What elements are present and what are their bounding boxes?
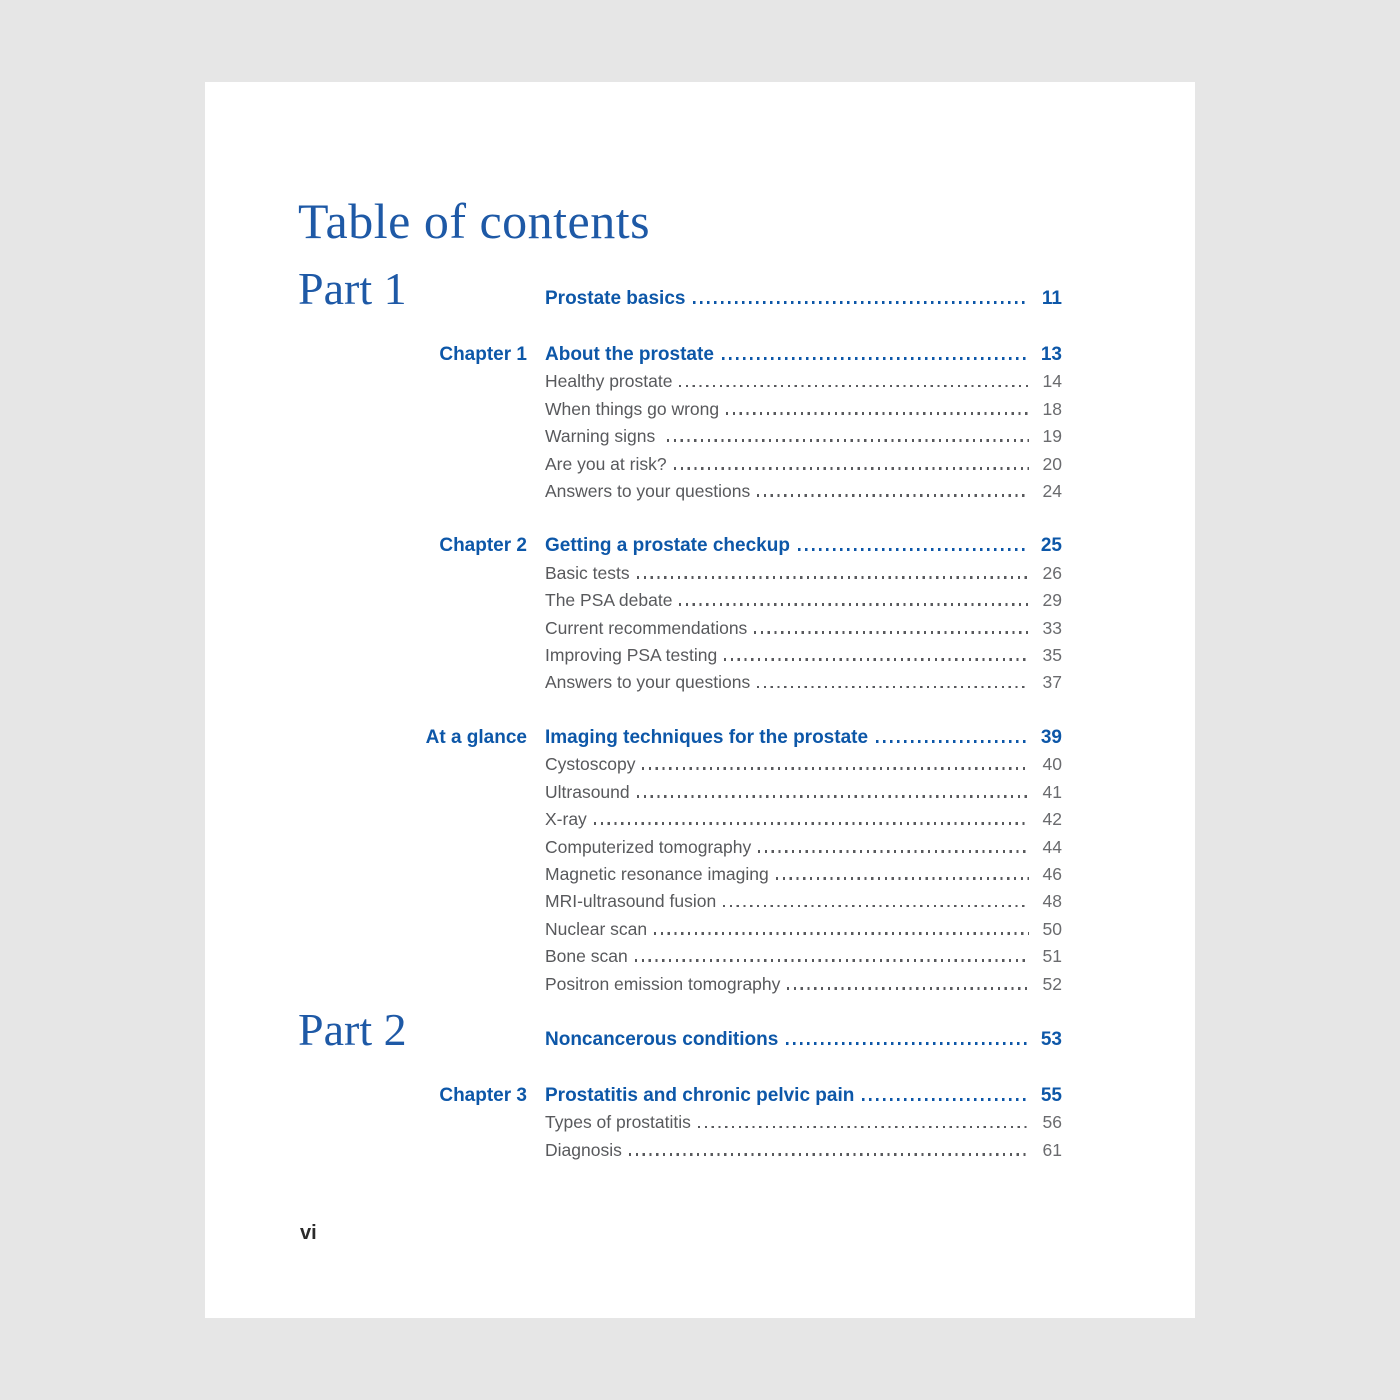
folio-page-number: vi [300,1222,317,1244]
dotted-leader [594,822,1029,825]
toc-entry-page: 14 [1042,371,1062,392]
toc-entry [545,971,1062,998]
dotted-leader [726,412,1029,415]
toc-chapter-page: 13 [1040,344,1062,365]
toc-entry [545,1109,1062,1136]
toc-entry [545,478,1062,505]
chapter-label: Chapter 2 [439,535,527,557]
toc-part [298,1005,1062,1055]
toc-entry [545,642,1062,669]
toc-entry [545,615,1062,642]
toc-part-page: 53 [1040,1028,1062,1050]
toc-part [298,264,1062,314]
dotted-leader [674,467,1029,470]
toc-entry-title: Cystoscopy [545,754,636,775]
toc-part-title: Noncancerous conditions [545,1028,779,1050]
toc-entry-title: Positron emission tomography [545,973,781,994]
dotted-leader [757,686,1029,689]
toc-part-row [545,1026,1062,1053]
toc-section [298,724,1062,998]
toc-chapter-title: Prostatitis and chronic pelvic pain [545,1084,855,1106]
dotted-leader [787,987,1029,990]
toc-chapter-page: 55 [1040,1084,1062,1106]
toc-entry-page: 48 [1042,891,1062,912]
toc-entry [545,560,1062,587]
chapter-label: Chapter 3 [439,1084,527,1106]
toc-entry-page: 40 [1042,754,1062,775]
toc-chapter-row [545,724,1062,751]
toc-entry [545,368,1062,395]
dotted-leader [654,932,1029,935]
chapter-label: Chapter 1 [439,344,527,365]
toc-chapter-page: 39 [1040,726,1062,748]
toc-entry [545,916,1062,943]
toc-entry-title: X-ray [545,809,587,830]
dotted-leader [635,959,1029,962]
toc-chapter-row [545,1082,1062,1109]
toc-entry-title: The PSA debate [545,590,673,611]
dotted-leader [786,1042,1028,1045]
toc-entry-page: 37 [1042,672,1062,693]
toc-entry-page: 26 [1042,562,1062,583]
dotted-leader [637,576,1029,579]
part-label: Part 1 [298,263,407,314]
toc-entry-title: Answers to your questions [545,672,751,693]
toc-part-row [545,285,1062,312]
dotted-leader [693,301,1028,304]
dotted-leader [798,548,1028,551]
toc-entry-page: 24 [1042,481,1062,502]
toc-entry-page: 52 [1042,973,1062,994]
toc-chapter-title: Imaging techniques for the prostate [545,726,869,748]
toc-entry-title: Improving PSA testing [545,645,718,666]
toc-entry-title: Computerized tomography [545,836,752,857]
toc-entry-title: Are you at risk? [545,453,667,474]
toc-entry-title: Nuclear scan [545,918,648,939]
toc-entry-title: Bone scan [545,946,628,967]
toc-entry-page: 44 [1042,836,1062,857]
toc-entry-page: 56 [1042,1112,1062,1133]
toc-entry-title: Healthy prostate [545,371,673,392]
toc-chapter-page: 25 [1040,535,1062,557]
dotted-leader [776,877,1029,880]
toc-entry-title: When things go wrong [545,398,720,419]
toc-entry [545,423,1062,450]
toc-entry [545,779,1062,806]
toc-entry [545,669,1062,696]
toc-entry-title: Diagnosis [545,1139,622,1160]
toc-entry [545,806,1062,833]
toc-entry-title: MRI-ultrasound fusion [545,891,717,912]
toc-chapter-row [545,532,1062,559]
toc-entry [545,834,1062,861]
toc-part-title: Prostate basics [545,288,686,309]
toc-entry-page: 35 [1042,645,1062,666]
dotted-leader [757,494,1029,497]
toc-entry-title: Ultrasound [545,781,630,802]
dotted-leader [667,439,1029,442]
toc-entry-page: 20 [1042,453,1062,474]
table-of-contents [298,264,1062,1164]
dotted-leader [754,631,1029,634]
dotted-leader [679,385,1029,388]
dotted-leader [862,1098,1028,1101]
toc-entry-page: 42 [1042,809,1062,830]
toc-chapter-title: About the prostate [545,344,714,365]
chapter-entries [545,1082,1062,1164]
chapter-entries [545,532,1062,696]
dotted-leader [723,905,1029,908]
part-entries [545,1026,1062,1053]
toc-entry-page: 61 [1042,1139,1062,1160]
toc-entry [545,861,1062,888]
page-content [298,82,1062,1164]
toc-entry [545,751,1062,778]
toc-entry [545,888,1062,915]
at-a-glance-label: At a glance [425,726,527,748]
toc-entry [545,943,1062,970]
part-entries [545,285,1062,312]
toc-entry-title: Magnetic resonance imaging [545,863,769,884]
dotted-leader [758,850,1029,853]
chapter-entries [545,724,1062,998]
toc-entry [545,1137,1062,1164]
page-title: Table of contents [298,193,651,249]
toc-entry-page: 50 [1042,918,1062,939]
toc-entry-title: Answers to your questions [545,481,751,502]
toc-entry-page: 18 [1042,398,1062,419]
toc-section [298,1082,1062,1164]
toc-chapter-title: Getting a prostate checkup [545,535,790,557]
toc-entry-page: 33 [1042,617,1062,638]
chapter-entries [545,341,1062,505]
toc-part-page: 11 [1041,288,1062,309]
toc-entry-page: 19 [1042,426,1062,447]
toc-entry [545,396,1062,423]
dotted-leader [724,658,1029,661]
part-label: Part 2 [298,1003,407,1055]
dotted-leader [722,357,1028,360]
toc-entry-title: Current recommendations [545,617,748,638]
toc-entry-page: 29 [1042,590,1062,611]
toc-entry-page: 41 [1042,781,1062,802]
toc-entry [545,451,1062,478]
dotted-leader [629,1153,1029,1156]
toc-entry [545,587,1062,614]
book-page [205,82,1195,1318]
dotted-leader [642,767,1029,770]
toc-entry-title: Basic tests [545,562,630,583]
dotted-leader [679,603,1029,606]
dotted-leader [876,740,1028,743]
toc-entry-page: 51 [1042,946,1062,967]
toc-section [298,341,1062,505]
dotted-leader [637,795,1029,798]
toc-entry-title: Types of prostatitis [545,1112,691,1133]
toc-entry-page: 46 [1042,863,1062,884]
toc-section [298,532,1062,696]
dotted-leader [698,1126,1029,1129]
toc-chapter-row [545,341,1062,368]
toc-entry-title: Warning signs [545,426,661,447]
